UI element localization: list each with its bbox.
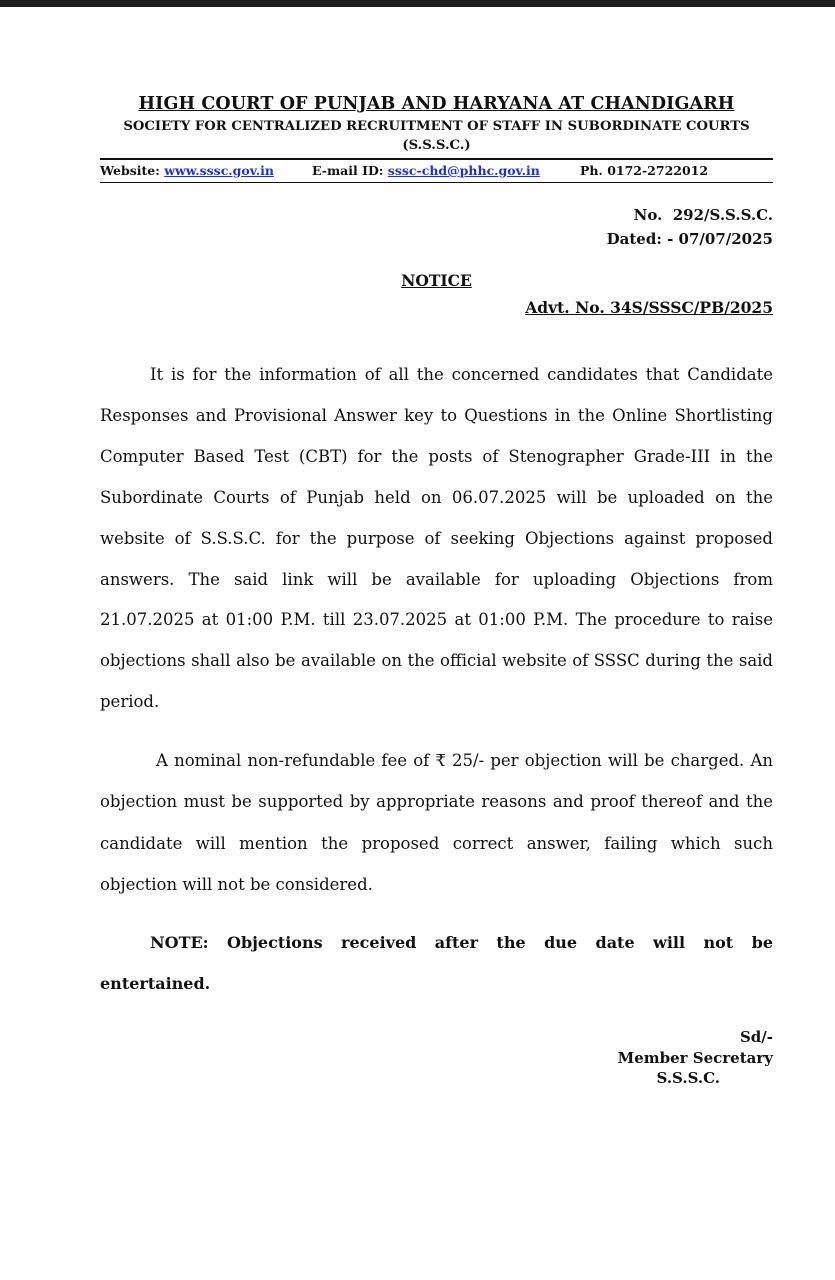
body-paragraph-2: A nominal non-refundable fee of ₹ 25/- per objection will be charged. An objection must be supported by appropriate reasons and proof thereof and the candidate will mention the proposed correct answer, failing which such objection will not be considered. [100,751,773,895]
signature-block [100,1027,773,1089]
notice-date: Dated: - 07/07/2025 [606,230,773,248]
phone-number: Ph. 0172-2722012 [580,163,709,178]
email-info [312,163,580,178]
website-label: Website: [100,163,160,178]
society-title: SOCIETY FOR CENTRALIZED RECRUITMENT OF STAFF IN SUBORDINATE COURTS [123,119,750,134]
society-abbreviation: (S.S.S.C.) [402,138,471,153]
email-link[interactable]: sssc-chd@phhc.gov.in [387,163,540,178]
advertisement-number: Advt. No. 34S/SSSC/PB/2025 [525,298,773,317]
top-edge-bar [0,0,835,7]
email-label: E-mail ID: [312,163,384,178]
signatory-designation: Member Secretary [617,1048,773,1067]
notice-document [100,94,773,1089]
reference-number: No. 292/S.S.S.C. [633,206,773,224]
court-title: HIGH COURT OF PUNJAB AND HARYANA AT CHANDIGARH [138,94,735,114]
website-link[interactable]: www.sssc.gov.in [164,163,274,178]
body-paragraph-1: It is for the information of all the concerned candidates that Candidate Responses and Provisional Answer key to Questions in the Online Shortlisting Computer Based Test (CBT) for the posts of Stenographer Grade-III in the Subordinate Courts of Punjab held on 06.07.2025 will be uploaded on the website of S.S.S.C. for the purpose of seeking Objections against proposed answers. The said link will be available for uploading Objections from 21.07.2025 at 01:00 P.M. till 23.07.2025 at 01:00 P.M. The procedure to raise objections shall also be available on the official website of SSSC during the said period. [100,365,773,712]
signed-mark: Sd/- [739,1028,773,1047]
reference-block [100,203,773,251]
notice-heading: NOTICE [401,271,472,290]
contact-bar [100,158,773,183]
note-paragraph: NOTE: Objections received after the due date will not be entertained. [100,933,773,994]
signatory-organization: S.S.S.C. [656,1069,720,1088]
website-info [100,163,312,178]
